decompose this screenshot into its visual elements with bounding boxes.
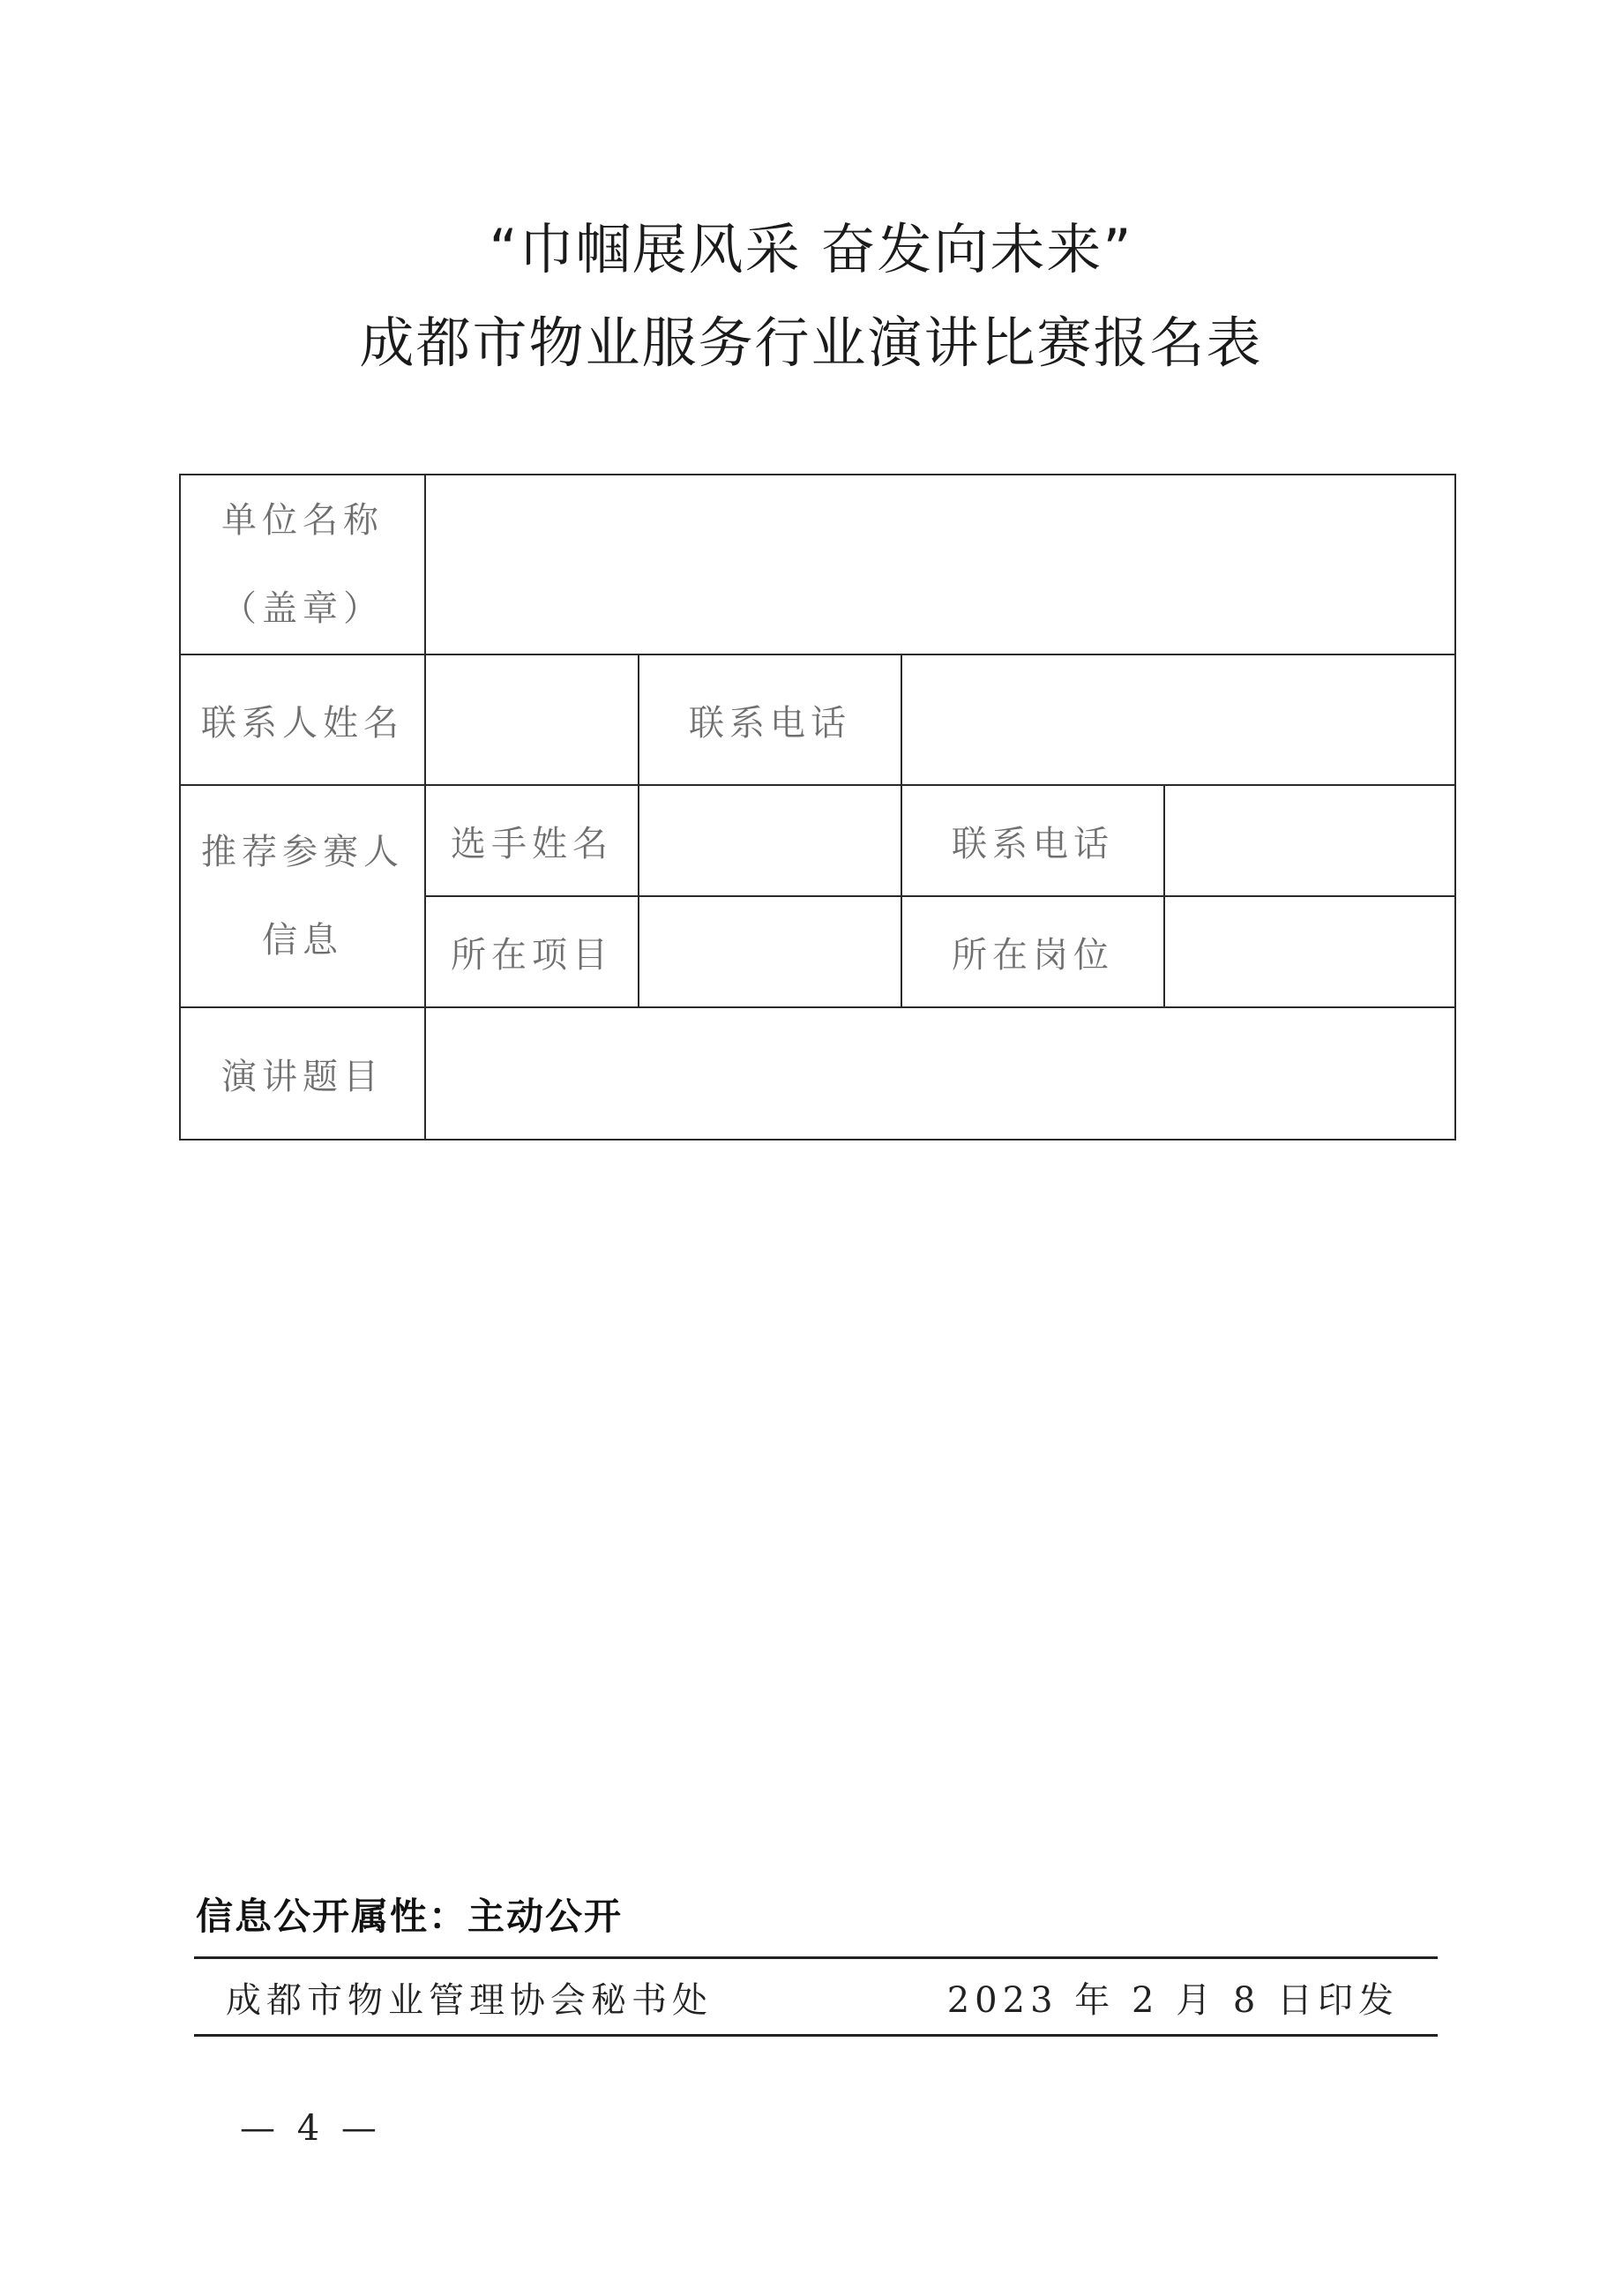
player-name-label: 选手姓名: [425, 785, 639, 896]
project-field[interactable]: [639, 896, 901, 1007]
title-line-2: 成都市物业服务行业演讲比赛报名表: [359, 310, 1263, 375]
contact-phone-field[interactable]: [901, 654, 1455, 785]
contact-name-label: 联系人姓名: [180, 654, 425, 785]
unit-name-field[interactable]: [425, 475, 1455, 654]
footer-top-rule: [194, 1956, 1438, 1959]
unit-name-label: [180, 475, 425, 654]
position-label: 所在岗位: [901, 896, 1164, 1007]
recommend-info-label-line2: 信息: [262, 920, 343, 961]
player-name-field[interactable]: [639, 785, 901, 896]
footer-imprint: [226, 1972, 1399, 2023]
form-row-contact: [180, 654, 1455, 785]
unit-name-label-line2: （盖章）: [221, 588, 384, 629]
contact-name-field[interactable]: [425, 654, 639, 785]
speech-topic-label: 演讲题目: [180, 1007, 425, 1140]
speech-topic-field[interactable]: [425, 1007, 1455, 1140]
unit-name-label-line1: 单位名称: [221, 500, 384, 541]
disclosure-attribute: 信息公开属性：主动公开: [196, 1895, 624, 1938]
player-phone-label: 联系电话: [901, 785, 1164, 896]
footer-bottom-rule: [194, 2034, 1438, 2037]
registration-form: [179, 474, 1456, 1141]
form-row-topic: [180, 1007, 1455, 1140]
page-number: — 4 —: [240, 2108, 382, 2149]
recommend-info-label-line1: 推荐参赛人: [201, 832, 404, 872]
position-field[interactable]: [1164, 896, 1455, 1007]
form-row-player-1: [180, 785, 1455, 896]
title-line-1: “巾帼展风采 奋发向未来”: [489, 217, 1133, 281]
form-row-unit: [180, 475, 1455, 654]
print-date: 2023 年 2 月 8 日印发: [946, 1980, 1399, 2021]
project-label: 所在项目: [425, 896, 639, 1007]
player-phone-field[interactable]: [1164, 785, 1455, 896]
issuer-name: 成都市物业管理协会秘书处: [226, 1980, 713, 2021]
contact-phone-label: 联系电话: [639, 654, 901, 785]
recommend-info-label: [180, 785, 425, 1007]
